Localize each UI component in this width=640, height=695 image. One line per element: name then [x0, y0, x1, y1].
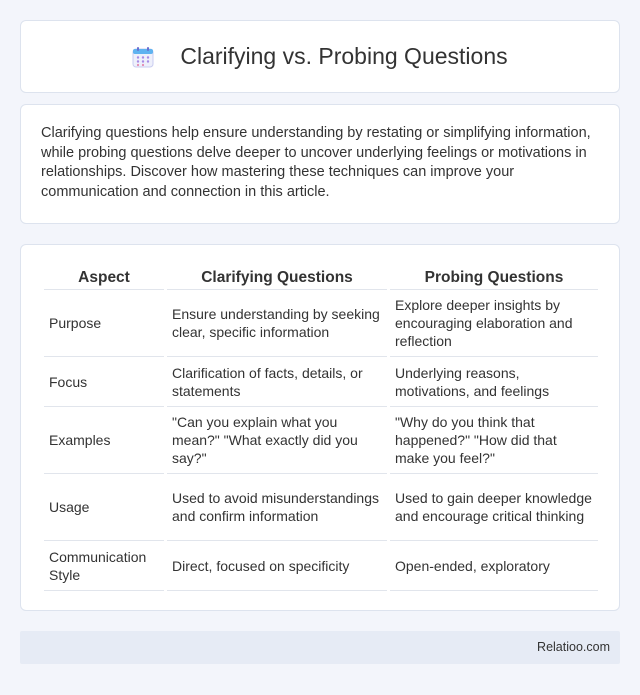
column-header-aspect: Aspect [44, 265, 164, 290]
cell-probing: Underlying reasons, motivations, and feelings [390, 357, 598, 407]
cell-clarifying: Ensure understanding by seeking clear, specific information [167, 290, 387, 357]
table-row [44, 541, 598, 591]
column-header-clarifying: Clarifying Questions [167, 265, 387, 290]
intro-card [20, 104, 620, 224]
cell-probing: Open-ended, exploratory [390, 541, 598, 591]
table-row [44, 407, 598, 474]
table-row [44, 357, 598, 407]
table-row [44, 474, 598, 541]
cell-probing: Explore deeper insights by encouraging elaboration and reflection [390, 290, 598, 357]
header-card [20, 20, 620, 93]
cell-clarifying: "Can you explain what you mean?" "What exactly did you say?" [167, 407, 387, 474]
cell-clarifying: Direct, focused on specificity [167, 541, 387, 591]
table-row [44, 290, 598, 357]
footer-brand: Relatioo.com [537, 640, 610, 654]
table-header-row [44, 265, 598, 290]
intro-paragraph: Clarifying questions help ensure understanding by restating or simplifying information, while probing questions delve deeper to uncover underlying feelings or motivations in relationships. Discover how mastering these techniques can improve your communication and connection in this article. [41, 125, 591, 200]
calendar-icon [132, 46, 154, 68]
cell-aspect: Focus [44, 357, 164, 407]
footer [20, 631, 620, 664]
cell-aspect: Communication Style [44, 541, 164, 591]
cell-aspect: Usage [44, 474, 164, 541]
table-card [20, 244, 620, 611]
cell-aspect: Examples [44, 407, 164, 474]
header [21, 21, 619, 92]
comparison-table [41, 265, 601, 591]
column-header-probing: Probing Questions [390, 265, 598, 290]
cell-probing: Used to gain deeper knowledge and encourage critical thinking [390, 474, 598, 541]
cell-clarifying: Used to avoid misunderstandings and confirm information [167, 474, 387, 541]
cell-aspect: Purpose [44, 290, 164, 357]
cell-clarifying: Clarification of facts, details, or statements [167, 357, 387, 407]
page-title: Clarifying vs. Probing Questions [180, 43, 508, 69]
cell-probing: "Why do you think that happened?" "How did that make you feel?" [390, 407, 598, 474]
